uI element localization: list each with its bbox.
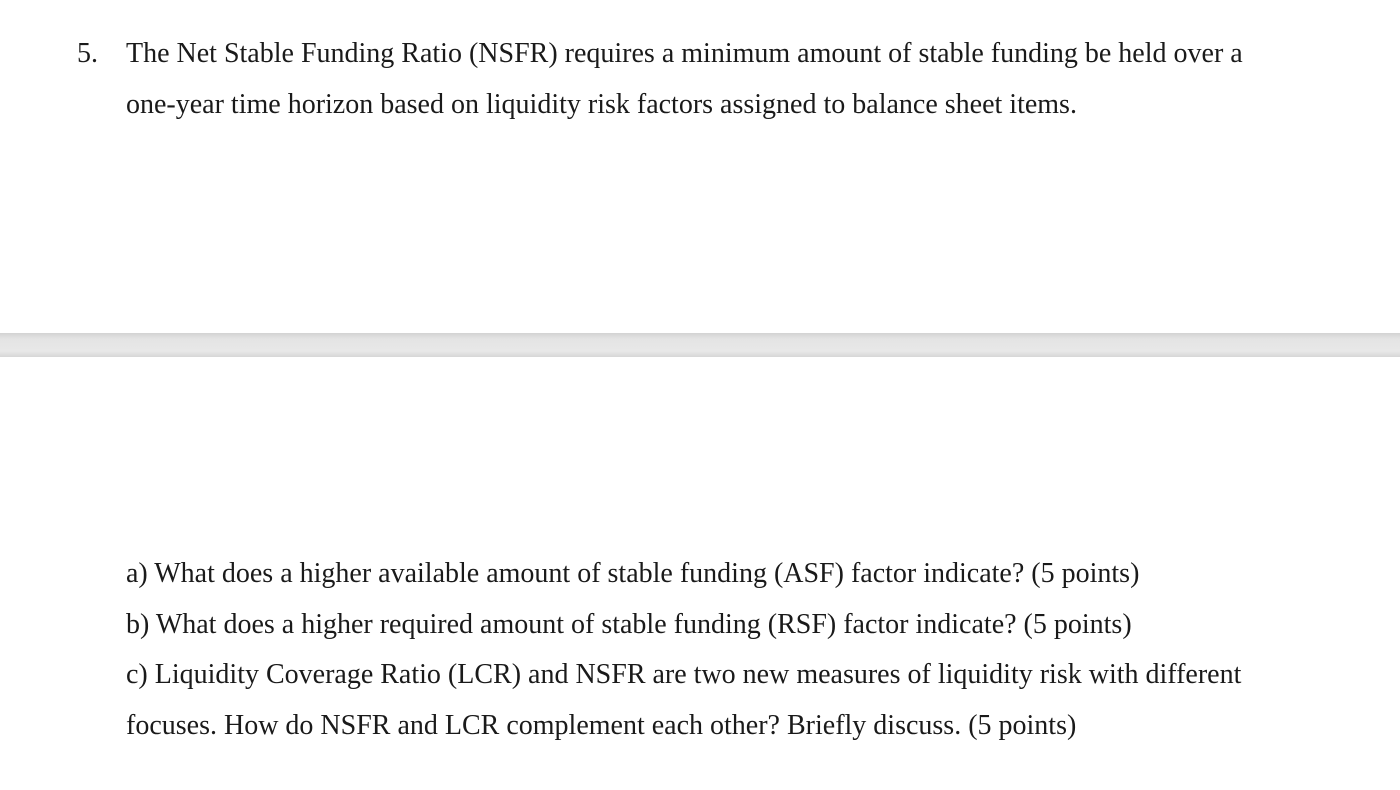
page-bottom (0, 357, 1400, 790)
question-number: 5. (77, 38, 98, 69)
sub-question-a: a) What does a higher available amount of stable funding (ASF) factor indicate? (5 points) (126, 558, 1140, 589)
sub-questions (126, 549, 1366, 751)
question-text (126, 28, 1326, 130)
question-line: The Net Stable Funding Ratio (NSFR) requires a minimum amount of stable funding be held over a (126, 38, 1243, 69)
page-top (0, 0, 1400, 333)
sub-question-c-continued: focuses. How do NSFR and LCR complement each other? Briefly discuss. (5 points) (126, 709, 1077, 741)
sub-question-c: c) Liquidity Coverage Ratio (LCR) and NSFR are two new measures of liquidity risk with different (126, 659, 1242, 690)
question-line: one-year time horizon based on liquidity risk factors assigned to balance sheet items. (126, 89, 1077, 120)
sub-question-b: b) What does a higher required amount of stable funding (RSF) factor indicate? (5 points) (126, 608, 1132, 640)
page-divider (0, 333, 1400, 357)
